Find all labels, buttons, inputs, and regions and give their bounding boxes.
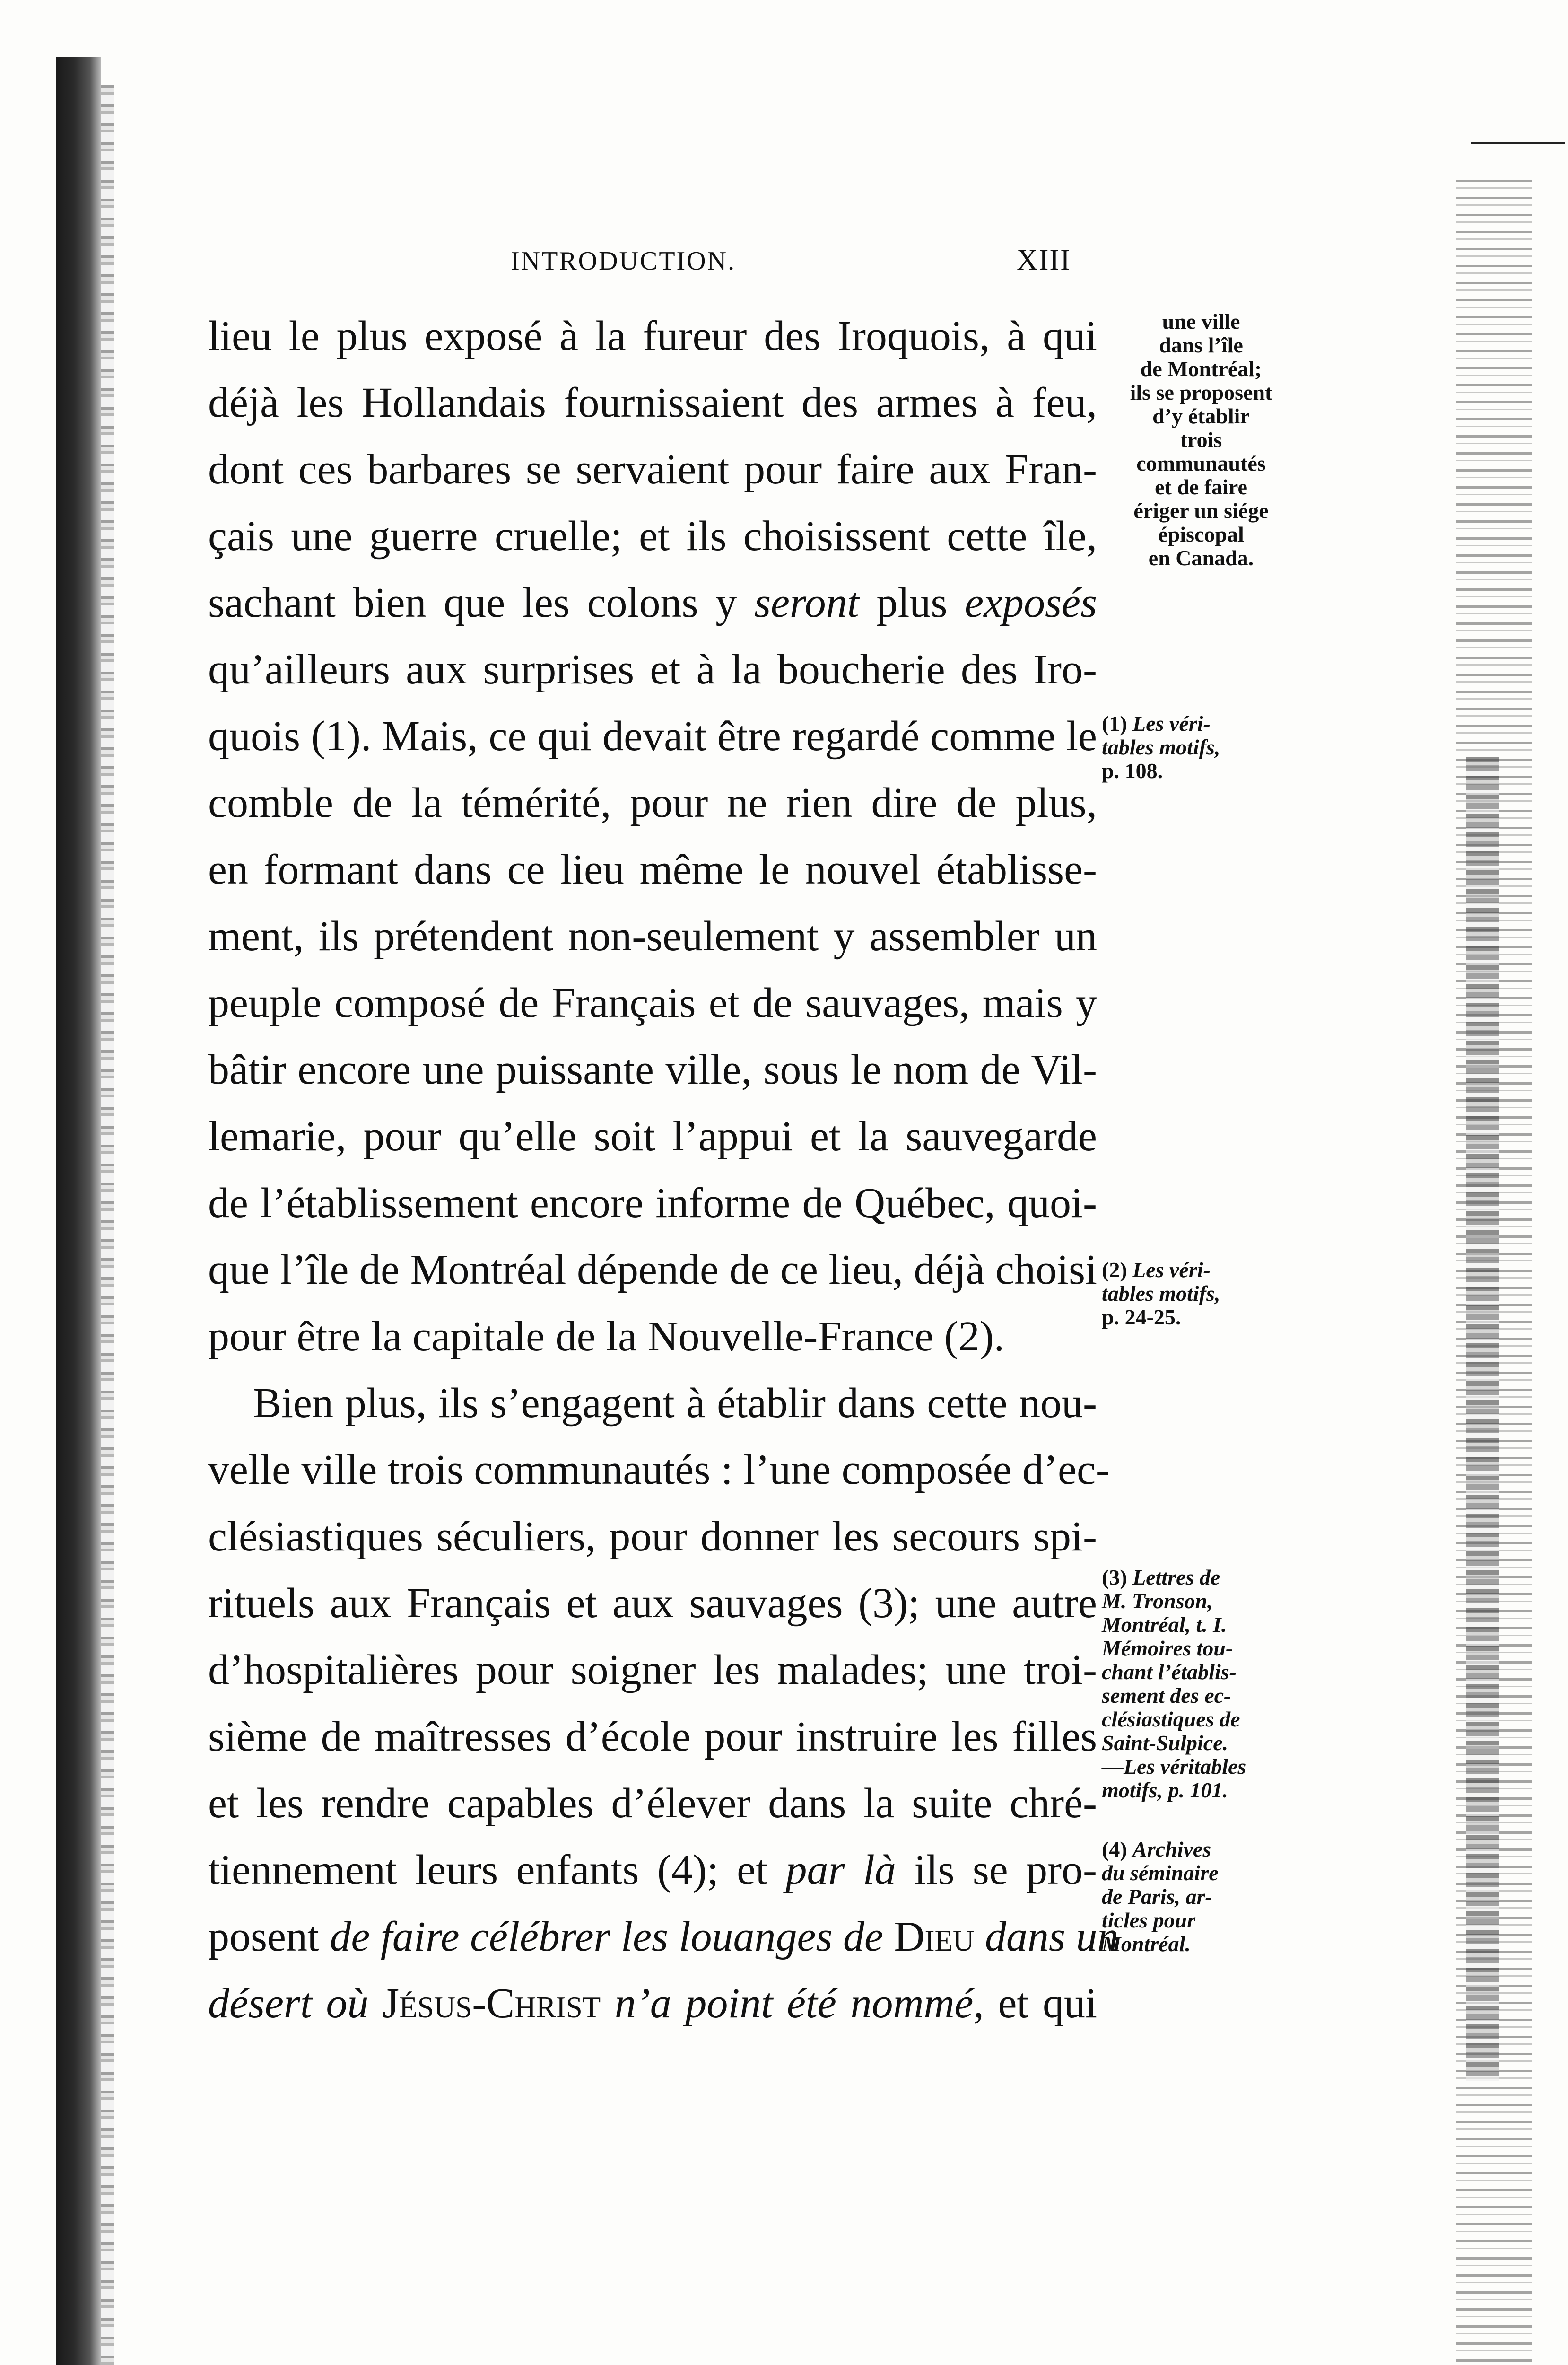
text-line: rituels aux Français et aux sauvages (3); une autre — [208, 1580, 1097, 1627]
margin-line: d’y établir — [1152, 404, 1250, 428]
footnote-text: Montréal, t. I. — [1102, 1612, 1227, 1637]
margin-line: une ville — [1162, 309, 1240, 333]
main-text — [208, 303, 1119, 2037]
text-line: que l’île de Montréal dépende de ce lieu, déjà choisi — [208, 1246, 1097, 1293]
text-line — [208, 1903, 1119, 1970]
footnote-4 — [1102, 1838, 1305, 1956]
italic-segment: de faire célébrer les louanges de — [330, 1913, 883, 1960]
italic-segment: par là — [785, 1847, 896, 1893]
text-line: en formant dans ce lieu même le nouvel établisse- — [208, 846, 1097, 893]
text-line: comble de la témérité, pour ne rien dire de plus, — [208, 780, 1097, 826]
footnote-text: du séminaire — [1102, 1861, 1219, 1885]
text-segment: ils se pro- — [914, 1847, 1098, 1893]
text-segment: plus — [876, 579, 948, 626]
footnote-text: de Paris, ar- — [1102, 1884, 1212, 1909]
text-line: d’hospitalières pour soigner les malades; une troi- — [208, 1647, 1097, 1693]
margin-summary — [1102, 310, 1300, 570]
footnote-text: p. 108. — [1102, 759, 1163, 783]
text-line — [208, 569, 1097, 636]
text-line: sième de maîtresses d’école pour instruire les filles — [208, 1713, 1097, 1760]
page-edge-texture — [1466, 757, 1499, 2081]
text-line: pour être la capitale de la Nouvelle-France (2). — [208, 1313, 1005, 1360]
footnote-text: clésiastiques de — [1102, 1707, 1240, 1731]
footnote-text: Saint-Sulpice. — [1102, 1731, 1228, 1755]
text-segment: tiennement leurs enfants (4); et — [208, 1847, 768, 1893]
italic-segment: dans un — [984, 1913, 1119, 1960]
italic-segment: n’a point été nommé — [614, 1980, 974, 2027]
text-line: quois (1). Mais, ce qui devait être regardé comme le — [208, 713, 1097, 760]
text-segment: posent — [208, 1913, 319, 1960]
footnote-text: M. Tronson, — [1102, 1589, 1213, 1613]
text-line: lemarie, pour qu’elle soit l’appui et la sauvegarde — [208, 1113, 1097, 1160]
footnote-text: Mémoires tou- — [1102, 1636, 1233, 1660]
margin-line: épiscopal — [1158, 522, 1244, 546]
footnote-text: Les véri- — [1132, 711, 1211, 736]
margin-line: de Montréal; — [1140, 357, 1262, 381]
gutter-edge — [101, 85, 114, 2365]
text-line — [208, 1837, 1097, 1903]
margin-line: ériger un siége — [1133, 499, 1269, 523]
footnote-text: tables motifs, — [1102, 1281, 1220, 1305]
text-segment: sachant bien que les colons y — [208, 579, 737, 626]
footnote-number: (1) — [1102, 711, 1127, 736]
paragraph-start-line: Bien plus, ils s’engagent à établir dans cette nou- — [253, 1380, 1097, 1427]
margin-line: et de faire — [1155, 475, 1247, 499]
text-line: velle ville trois communautés : l’une composée d’ec- — [208, 1446, 1110, 1493]
text-line: déjà les Hollandais fournissaient des armes à feu, — [208, 379, 1097, 426]
text-line: ment, ils prétendent non-seulement y assembler un — [208, 913, 1097, 960]
footnote-number: (2) — [1102, 1258, 1127, 1282]
footnote-text: sement des ec- — [1102, 1683, 1231, 1708]
text-line: et les rendre capables d’élever dans la suite chré- — [208, 1780, 1097, 1827]
text-line: de l’établissement encore informe de Québec, quoi- — [208, 1180, 1097, 1226]
footnote-text: chant l’établis- — [1102, 1660, 1237, 1684]
footnote-3 — [1102, 1566, 1305, 1802]
text-line — [208, 1970, 1097, 2037]
margin-line: trois — [1180, 428, 1222, 452]
italic-segment: seront — [754, 579, 859, 626]
margin-line: ils se proposent — [1130, 380, 1272, 404]
text-segment: , et qui — [973, 1980, 1098, 2027]
italic-segment: désert où — [208, 1980, 369, 2027]
book-binding-shadow — [56, 57, 101, 2365]
margin-line: communautés — [1136, 451, 1266, 475]
margin-line: en Canada. — [1148, 546, 1254, 570]
small-caps-segment: Dieu — [894, 1913, 975, 1960]
footnote-number: (3) — [1102, 1565, 1127, 1589]
footnote-number: (4) — [1102, 1837, 1127, 1861]
footnote-text: Lettres de — [1132, 1565, 1220, 1589]
page-number: XIII — [1017, 244, 1071, 276]
footnote-1 — [1102, 712, 1305, 783]
footnote-text: motifs, p. 101. — [1102, 1778, 1228, 1802]
text-line: dont ces barbares se servaient pour faire aux Fran- — [208, 446, 1097, 493]
small-caps-segment: Jésus-Christ — [383, 1980, 601, 2027]
text-line: qu’ailleurs aux surprises et à la boucherie des Iro- — [208, 646, 1097, 693]
text-line: lieu le plus exposé à la fureur des Iroquois, à qui — [208, 313, 1097, 359]
footnote-text: Les véri- — [1132, 1258, 1211, 1282]
text-line: çais une guerre cruelle; et ils choisissent cette île, — [208, 513, 1097, 560]
text-line: clésiastiques séculiers, pour donner les secours spi- — [208, 1513, 1097, 1560]
margin-line: dans l’île — [1159, 333, 1243, 357]
running-head: INTRODUCTION. — [511, 246, 736, 276]
italic-segment: exposés — [965, 579, 1098, 626]
footnote-text: Archives — [1132, 1837, 1211, 1861]
footnote-text: Montréal. — [1102, 1932, 1191, 1956]
text-line: peuple composé de Français et de sauvages, mais y — [208, 980, 1097, 1026]
corner-rule — [1471, 142, 1565, 144]
footnote-text: p. 24-25. — [1102, 1305, 1181, 1329]
footnote-text: tables motifs, — [1102, 735, 1220, 759]
footnote-text: ticles pour — [1102, 1908, 1196, 1932]
footnote-text: —Les véritables — [1102, 1754, 1246, 1778]
text-line: bâtir encore une puissante ville, sous le nom de Vil- — [208, 1046, 1097, 1093]
footnote-2 — [1102, 1258, 1305, 1329]
